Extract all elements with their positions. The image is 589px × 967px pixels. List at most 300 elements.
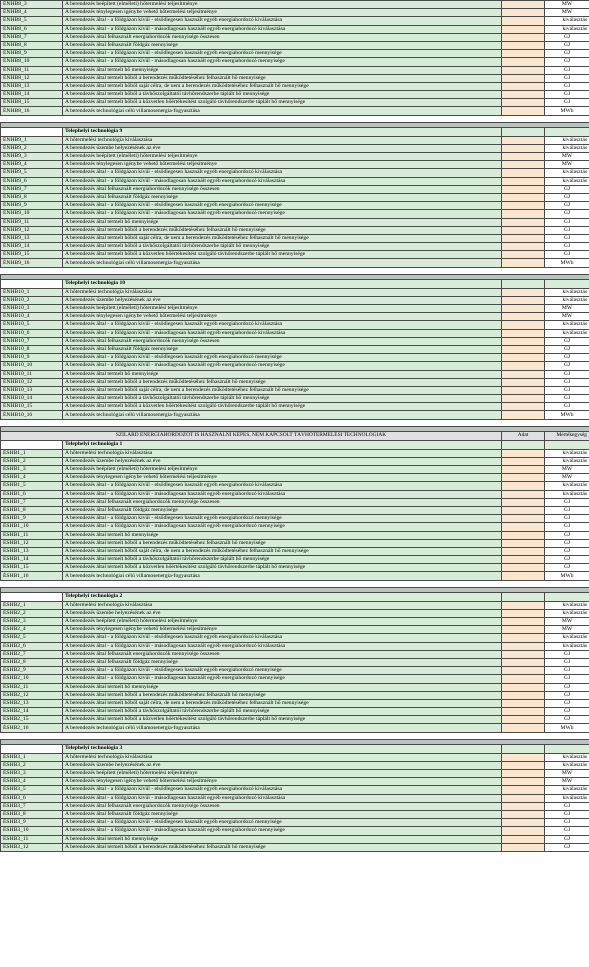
row-code: ÉSHB1_10 — [1, 523, 63, 531]
data-input-cell[interactable] — [502, 82, 545, 90]
unit-cell: GJ — [545, 354, 589, 362]
data-input-cell[interactable] — [502, 650, 545, 658]
data-input-cell[interactable] — [502, 778, 545, 786]
data-input-cell[interactable] — [502, 210, 545, 218]
table-row — [1, 403, 589, 411]
table-row — [1, 41, 589, 49]
row-description: A berendezés által termelt hőből a közvetlen hőértékesítést szolgáló távhőrendszerbe táplált hő mennyisége — [63, 251, 502, 259]
data-input-cell[interactable] — [502, 1, 545, 9]
data-input-cell[interactable] — [502, 618, 545, 626]
row-code: ÉSHB2_16 — [1, 724, 63, 732]
unit-cell: GJ — [545, 843, 589, 851]
row-description: A berendezés által termelt hőből a berendezés működtetéséhez felhasznált hő mennyisége — [63, 843, 502, 851]
data-input-cell[interactable] — [502, 449, 545, 457]
block-title-row — [1, 744, 589, 753]
section-header-title: SZILÁRD ENERGIAHORDOZÓT IS HASZNÁLNI KÉPES, NEM KAPCSOLT TÁVHŐTERMELÉSI TECHNOLÓGIÁK — [1, 431, 502, 440]
data-input-cell[interactable] — [502, 770, 545, 778]
row-description: A berendezés által termelt hőből saját célra, de nem a berendezés működtetéséhez felhasznált hő mennyisége — [63, 547, 502, 555]
table-row — [1, 506, 589, 514]
data-input-cell[interactable] — [502, 226, 545, 234]
row-code: ÉSHB3_4 — [1, 778, 63, 786]
table-row — [1, 161, 589, 169]
data-input-cell[interactable] — [502, 547, 545, 555]
row-description: A berendezés ténylegesen igénybe vehető hőtermelési teljesítménye — [63, 778, 502, 786]
row-description: A berendezés ténylegesen igénybe vehető hőtermelési teljesítménye — [63, 474, 502, 482]
unit-cell: kiválasztás — [545, 490, 589, 498]
data-input-cell[interactable] — [502, 675, 545, 683]
unit-cell: GJ — [545, 226, 589, 234]
row-code: ÉSHB1_2 — [1, 457, 63, 465]
table-row — [1, 449, 589, 457]
table-row — [1, 337, 589, 345]
row-description: A berendezés által - a földgázon kívül - elsődlegesen használt egyéb energiahordozó kiválasztása — [63, 482, 502, 490]
row-code: ÉNHB9_13 — [1, 234, 63, 242]
table-row — [1, 466, 589, 474]
unit-cell: MW — [545, 618, 589, 626]
table-row — [1, 556, 589, 564]
data-input-cell[interactable] — [502, 33, 545, 41]
table-row — [1, 378, 589, 386]
row-description: A berendezés által - a földgázon kívül - másodlagosan használt egyéb energiahordozó kiválasztása — [63, 794, 502, 802]
data-input-cell[interactable] — [502, 25, 545, 33]
unit-cell: GJ — [545, 386, 589, 394]
row-description: A berendezés beépített (elméleti) hőtermelési teljesítménye — [63, 1, 502, 9]
table-row — [1, 321, 589, 329]
row-code: ÉSHB1_6 — [1, 490, 63, 498]
block-title-row — [1, 440, 589, 449]
row-code: ÉSHB2_1 — [1, 601, 63, 609]
table-row — [1, 107, 589, 115]
data-input-cell[interactable] — [502, 724, 545, 732]
unit-cell: MW — [545, 778, 589, 786]
table-row — [1, 498, 589, 506]
unit-cell: kiválasztás — [545, 288, 589, 296]
data-input-cell[interactable] — [502, 716, 545, 724]
row-code: ÉSHB2_14 — [1, 708, 63, 716]
data-input-cell[interactable] — [502, 506, 545, 514]
row-description: A berendezés által - a földgázon kívül - elsődlegesen használt egyéb energiahordozó kiválasztása — [63, 169, 502, 177]
row-code: ÉSHB2_7 — [1, 650, 63, 658]
block-title-row — [1, 279, 589, 288]
unit-cell: MWh — [545, 107, 589, 115]
block-title-data — [502, 592, 545, 601]
data-input-cell[interactable] — [502, 41, 545, 49]
block-title-data — [502, 279, 545, 288]
block-title-lead — [1, 127, 63, 136]
data-input-cell[interactable] — [502, 601, 545, 609]
row-description: A berendezés által termelt hő mennyisége — [63, 370, 502, 378]
row-description: A berendezés üzembe helyezésének az éve — [63, 457, 502, 465]
data-input-cell[interactable] — [502, 66, 545, 74]
row-code: ÉNHB10_1 — [1, 288, 63, 296]
unit-cell: kiválasztás — [545, 136, 589, 144]
table-row — [1, 819, 589, 827]
table-row — [1, 177, 589, 185]
data-input-cell[interactable] — [502, 457, 545, 465]
unit-cell: GJ — [545, 675, 589, 683]
data-input-cell[interactable] — [502, 362, 545, 370]
row-code: ÉNHB9_7 — [1, 185, 63, 193]
data-input-cell[interactable] — [502, 819, 545, 827]
block-title: Telephelyi technológia 2 — [63, 592, 502, 601]
row-code: ÉNHB8_15 — [1, 99, 63, 107]
row-code: ÉSHB3_1 — [1, 753, 63, 761]
row-code: ÉNHB9_3 — [1, 153, 63, 161]
data-input-cell[interactable] — [502, 523, 545, 531]
unit-cell: GJ — [545, 523, 589, 531]
data-input-cell[interactable] — [502, 658, 545, 666]
unit-cell: GJ — [545, 91, 589, 99]
data-input-cell[interactable] — [502, 91, 545, 99]
unit-cell: GJ — [545, 41, 589, 49]
data-input-cell[interactable] — [502, 490, 545, 498]
row-code: ÉNHB10_14 — [1, 395, 63, 403]
row-code: ÉSHB3_10 — [1, 827, 63, 835]
table-row — [1, 786, 589, 794]
data-input-cell[interactable] — [502, 386, 545, 394]
data-input-cell[interactable] — [502, 345, 545, 353]
data-input-cell[interactable] — [502, 305, 545, 313]
row-code: ÉNHB9_4 — [1, 161, 63, 169]
data-input-cell[interactable] — [502, 202, 545, 210]
data-input-cell[interactable] — [502, 354, 545, 362]
row-description: A berendezés által - a földgázon kívül - elsődlegesen használt egyéb energiahordozó mennyisége — [63, 667, 502, 675]
row-code: ÉNHB8_12 — [1, 74, 63, 82]
unit-cell: GJ — [545, 716, 589, 724]
row-code: ÉNHB8_4 — [1, 9, 63, 17]
unit-cell: GJ — [545, 185, 589, 193]
row-code: ÉNHB9_9 — [1, 202, 63, 210]
data-input-cell[interactable] — [502, 378, 545, 386]
row-description: A berendezés által termelt hőből a berendezés működtetéséhez felhasznált hő mennyisége — [63, 691, 502, 699]
unit-cell: GJ — [545, 691, 589, 699]
data-input-cell[interactable] — [502, 474, 545, 482]
unit-cell: kiválasztás — [545, 642, 589, 650]
row-code: ÉSHB3_8 — [1, 810, 63, 818]
unit-cell: GJ — [545, 539, 589, 547]
data-input-cell[interactable] — [502, 609, 545, 617]
data-input-cell[interactable] — [502, 251, 545, 259]
data-input-cell[interactable] — [502, 395, 545, 403]
row-description: A berendezés által - a földgázon kívül - másodlagosan használt egyéb energiahordozó mennyisége — [63, 675, 502, 683]
data-input-cell[interactable] — [502, 234, 545, 242]
table-row — [1, 74, 589, 82]
row-code: ÉSHB1_3 — [1, 466, 63, 474]
row-description: A berendezés által termelt hőből a távhőszolgáltatói távhőrendszerbe táplált hő mennyisége — [63, 708, 502, 716]
data-input-cell[interactable] — [502, 313, 545, 321]
table-row — [1, 91, 589, 99]
data-input-cell[interactable] — [502, 403, 545, 411]
unit-cell: GJ — [545, 345, 589, 353]
table-row — [1, 66, 589, 74]
data-input-cell[interactable] — [502, 218, 545, 226]
unit-cell: kiválasztás — [545, 321, 589, 329]
table-row — [1, 153, 589, 161]
row-code: ÉSHB1_7 — [1, 498, 63, 506]
data-input-cell[interactable] — [502, 794, 545, 802]
row-code: ÉSHB2_9 — [1, 667, 63, 675]
data-input-cell[interactable] — [502, 564, 545, 572]
row-code: ÉSHB1_5 — [1, 482, 63, 490]
row-description: A berendezés által termelt hőből a közvetlen hőértékesítést szolgáló távhőrendszerbe táplált hő mennyisége — [63, 716, 502, 724]
row-description: A berendezés által felhasznált energiahordozók mennyisége összesen — [63, 650, 502, 658]
unit-cell: MW — [545, 770, 589, 778]
table-row — [1, 313, 589, 321]
table-row — [1, 259, 589, 267]
unit-cell: GJ — [545, 658, 589, 666]
unit-cell: GJ — [545, 708, 589, 716]
row-description: A berendezés beépített (elméleti) hőtermelési teljesítménye — [63, 466, 502, 474]
data-input-cell[interactable] — [502, 185, 545, 193]
data-input-cell[interactable] — [502, 466, 545, 474]
block-title-unit — [545, 744, 589, 753]
row-description: A berendezés technológiai célú villamosenergia-fogyasztása — [63, 107, 502, 115]
row-description: A berendezés által - a földgázon kívül - elsődlegesen használt egyéb energiahordozó kiválasztása — [63, 786, 502, 794]
data-input-cell[interactable] — [502, 482, 545, 490]
table-row — [1, 243, 589, 251]
data-input-cell[interactable] — [502, 411, 545, 419]
spacer-row — [1, 115, 589, 122]
data-input-cell[interactable] — [502, 691, 545, 699]
row-description: A berendezés által termelt hőből a közvetlen hőértékesítést szolgáló távhőrendszerbe táplált hő mennyisége — [63, 403, 502, 411]
row-code: ÉNHB8_6 — [1, 25, 63, 33]
data-input-cell[interactable] — [502, 161, 545, 169]
block-title-unit — [545, 279, 589, 288]
block-title-unit — [545, 592, 589, 601]
row-description: A berendezés által termelt hőből saját célra, de nem a berendezés működtetéséhez felhasznált hő mennyisége — [63, 386, 502, 394]
unit-cell: MW — [545, 466, 589, 474]
table-row — [1, 482, 589, 490]
data-column-header: Adat — [502, 431, 545, 440]
data-input-cell[interactable] — [502, 572, 545, 580]
table-row — [1, 25, 589, 33]
row-description: A berendezés technológiai célú villamosenergia-fogyasztása — [63, 259, 502, 267]
row-code: ÉNHB8_8 — [1, 41, 63, 49]
data-input-cell[interactable] — [502, 58, 545, 66]
unit-cell: GJ — [545, 547, 589, 555]
data-input-cell[interactable] — [502, 843, 545, 851]
unit-cell: kiválasztás — [545, 169, 589, 177]
data-input-cell[interactable] — [502, 699, 545, 707]
unit-cell: GJ — [545, 531, 589, 539]
data-input-cell[interactable] — [502, 296, 545, 304]
table-row — [1, 609, 589, 617]
row-code: ÉNHB9_16 — [1, 259, 63, 267]
data-input-cell[interactable] — [502, 515, 545, 523]
data-input-cell[interactable] — [502, 321, 545, 329]
data-input-cell[interactable] — [502, 667, 545, 675]
unit-cell: kiválasztás — [545, 177, 589, 185]
unit-cell: GJ — [545, 362, 589, 370]
table-row — [1, 329, 589, 337]
data-input-cell[interactable] — [502, 827, 545, 835]
row-description: A berendezés által termelt hőből a távhőszolgáltatói távhőrendszerbe táplált hő mennyisége — [63, 243, 502, 251]
data-input-cell[interactable] — [502, 9, 545, 17]
row-description: A berendezés által termelt hőből a berendezés működtetéséhez felhasznált hő mennyisége — [63, 378, 502, 386]
row-description: A berendezés által - a földgázon kívül - másodlagosan használt egyéb energiahordozó mennyisége — [63, 58, 502, 66]
row-code: ÉSHB3_11 — [1, 835, 63, 843]
row-code: ÉNHB9_1 — [1, 136, 63, 144]
data-input-cell[interactable] — [502, 708, 545, 716]
unit-cell: GJ — [545, 337, 589, 345]
block-title-unit — [545, 127, 589, 136]
row-code: ÉNHB9_10 — [1, 210, 63, 218]
row-description: A berendezés által felhasznált energiahordozók mennyisége összesen — [63, 33, 502, 41]
row-description: A berendezés által - a földgázon kívül - elsődlegesen használt egyéb energiahordozó mennyisége — [63, 515, 502, 523]
data-input-cell[interactable] — [502, 136, 545, 144]
unit-cell: GJ — [545, 370, 589, 378]
spacer-cell — [1, 267, 589, 274]
data-input-cell[interactable] — [502, 753, 545, 761]
row-code: ÉNHB9_14 — [1, 243, 63, 251]
row-description: A berendezés beépített (elméleti) hőtermelési teljesítménye — [63, 618, 502, 626]
row-description: A berendezés által felhasznált energiahordozók mennyisége összesen — [63, 337, 502, 345]
data-input-cell[interactable] — [502, 288, 545, 296]
row-description: A berendezés által - a földgázon kívül - elsődlegesen használt egyéb energiahordozó kiválasztása — [63, 634, 502, 642]
row-description: A berendezés által felhasznált földgáz mennyisége — [63, 345, 502, 353]
unit-cell: kiválasztás — [545, 457, 589, 465]
unit-cell: kiválasztás — [545, 761, 589, 769]
unit-cell: kiválasztás — [545, 786, 589, 794]
unit-cell: GJ — [545, 243, 589, 251]
row-code: ÉSHB1_16 — [1, 572, 63, 580]
data-input-cell[interactable] — [502, 683, 545, 691]
row-description: A berendezés által termelt hőből a távhőszolgáltatói távhőrendszerbe táplált hő mennyisége — [63, 395, 502, 403]
row-code: ÉNHB9_11 — [1, 218, 63, 226]
unit-cell: kiválasztás — [545, 794, 589, 802]
row-code: ÉSHB1_4 — [1, 474, 63, 482]
data-input-cell[interactable] — [502, 539, 545, 547]
data-input-cell[interactable] — [502, 243, 545, 251]
table-row — [1, 835, 589, 843]
data-input-cell[interactable] — [502, 107, 545, 115]
row-code: ÉNHB8_10 — [1, 58, 63, 66]
unit-cell: MW — [545, 161, 589, 169]
row-code: ÉNHB10_2 — [1, 296, 63, 304]
unit-cell: GJ — [545, 210, 589, 218]
data-input-cell[interactable] — [502, 177, 545, 185]
unit-cell: GJ — [545, 827, 589, 835]
unit-cell: GJ — [545, 403, 589, 411]
unit-cell: kiválasztás — [545, 25, 589, 33]
unit-cell: GJ — [545, 50, 589, 58]
row-description: A berendezés által felhasznált energiahordozók mennyisége összesen — [63, 802, 502, 810]
data-input-cell[interactable] — [502, 370, 545, 378]
unit-cell: GJ — [545, 515, 589, 523]
block-title: Telephelyi technológia 3 — [63, 744, 502, 753]
data-input-cell[interactable] — [502, 556, 545, 564]
unit-cell: GJ — [545, 66, 589, 74]
unit-cell: GJ — [545, 650, 589, 658]
row-description: A berendezés beépített (elméleti) hőtermelési teljesítménye — [63, 305, 502, 313]
row-code: ÉNHB9_6 — [1, 177, 63, 185]
data-input-cell[interactable] — [502, 329, 545, 337]
data-input-cell[interactable] — [502, 259, 545, 267]
data-input-cell[interactable] — [502, 498, 545, 506]
table-row — [1, 708, 589, 716]
row-description: A hőtermelési technológia kiválasztása — [63, 753, 502, 761]
row-description: A berendezés által felhasznált földgáz mennyisége — [63, 506, 502, 514]
spacer-cell — [1, 732, 589, 739]
row-code: ÉNHB9_8 — [1, 193, 63, 201]
data-input-cell[interactable] — [502, 531, 545, 539]
table-row — [1, 658, 589, 666]
block-title-data — [502, 744, 545, 753]
table-row — [1, 601, 589, 609]
unit-cell: kiválasztás — [545, 296, 589, 304]
data-input-cell[interactable] — [502, 74, 545, 82]
row-code: ÉNHB10_10 — [1, 362, 63, 370]
block-title-row — [1, 592, 589, 601]
table-row — [1, 234, 589, 242]
row-code: ÉSHB1_15 — [1, 564, 63, 572]
row-description: A berendezés által termelt hő mennyisége — [63, 531, 502, 539]
unit-cell: MWh — [545, 572, 589, 580]
table-row — [1, 564, 589, 572]
unit-cell: GJ — [545, 74, 589, 82]
row-description: A berendezés által termelt hőből saját célra, de nem a berendezés működtetéséhez felhasznált hő mennyisége — [63, 234, 502, 242]
table-row — [1, 169, 589, 177]
table-row — [1, 572, 589, 580]
row-description: A berendezés által termelt hőből a közvetlen hőértékesítést szolgáló távhőrendszerbe táplált hő mennyisége — [63, 99, 502, 107]
data-input-cell[interactable] — [502, 153, 545, 161]
block-title-data — [502, 440, 545, 449]
data-input-cell[interactable] — [502, 169, 545, 177]
data-input-cell[interactable] — [502, 17, 545, 25]
row-code: ÉSHB1_12 — [1, 539, 63, 547]
row-code: ÉNHB10_5 — [1, 321, 63, 329]
data-input-cell[interactable] — [502, 337, 545, 345]
data-input-cell[interactable] — [502, 626, 545, 634]
row-description: A berendezés által termelt hőből a távhőszolgáltatói távhőrendszerbe táplált hő mennyisége — [63, 91, 502, 99]
table-row — [1, 539, 589, 547]
table-row — [1, 354, 589, 362]
row-code: ÉNHB9_5 — [1, 169, 63, 177]
spacer-cell — [1, 580, 589, 587]
data-input-cell[interactable] — [502, 786, 545, 794]
data-input-cell[interactable] — [502, 99, 545, 107]
data-input-cell[interactable] — [502, 835, 545, 843]
unit-cell: MW — [545, 474, 589, 482]
table-row — [1, 699, 589, 707]
row-code: ÉNHB9_2 — [1, 144, 63, 152]
row-description: A berendezés ténylegesen igénybe vehető hőtermelési teljesítménye — [63, 161, 502, 169]
row-code: ÉNHB10_9 — [1, 354, 63, 362]
unit-cell: MW — [545, 626, 589, 634]
block-title: Telephelyi technológia 10 — [63, 279, 502, 288]
data-input-cell[interactable] — [502, 802, 545, 810]
data-input-cell[interactable] — [502, 193, 545, 201]
row-description: A berendezés ténylegesen igénybe vehető hőtermelési teljesítménye — [63, 626, 502, 634]
row-code: ÉNHB10_12 — [1, 378, 63, 386]
data-input-cell[interactable] — [502, 634, 545, 642]
row-code: ÉNHB8_5 — [1, 17, 63, 25]
data-input-cell[interactable] — [502, 144, 545, 152]
section-header-row — [1, 431, 589, 440]
data-input-cell[interactable] — [502, 810, 545, 818]
data-input-cell[interactable] — [502, 761, 545, 769]
data-input-cell[interactable] — [502, 50, 545, 58]
table-row — [1, 218, 589, 226]
unit-cell: MWh — [545, 724, 589, 732]
data-input-cell[interactable] — [502, 642, 545, 650]
table-row — [1, 618, 589, 626]
unit-cell: GJ — [545, 506, 589, 514]
row-code: ÉNHB8_7 — [1, 33, 63, 41]
row-code: ÉNHB8_3 — [1, 1, 63, 9]
unit-cell: kiválasztás — [545, 601, 589, 609]
table-row — [1, 778, 589, 786]
